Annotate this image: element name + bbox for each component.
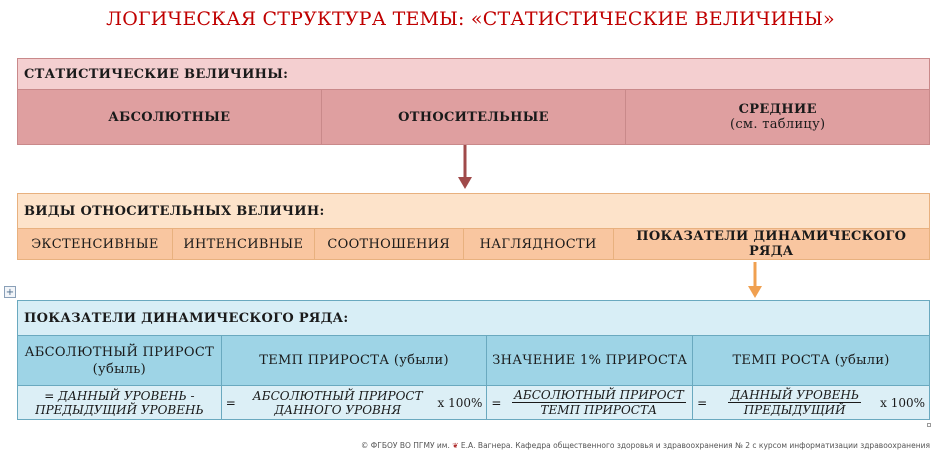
- formula-denominator: ПРЕДЫДУЩИЙ: [743, 403, 846, 417]
- down-arrow-icon: [746, 262, 764, 300]
- formula-numerator: ДАННЫЙ УРОВЕНЬ: [730, 388, 859, 402]
- relative-value-types-header: ВИДЫ ОТНОСИТЕЛЬНЫХ ВЕЛИЧИН:: [18, 194, 930, 229]
- formula-line: ПРЕДЫДУЩИЙ УРОВЕНЬ: [35, 403, 204, 417]
- text-boundary-mark: [927, 423, 931, 427]
- statistical-values-table: [17, 58, 930, 145]
- university-logo-icon: ❦: [452, 441, 459, 450]
- type-label-intensive: ИНТЕНСИВНЫЕ: [183, 236, 304, 252]
- average-values-label: СРЕДНИЕ: [738, 102, 817, 117]
- average-values-cell: [626, 90, 930, 145]
- formula-absolute-growth: [18, 386, 222, 420]
- footer-text-pre: © ФГБОУ ВО ПГМУ им.: [360, 441, 450, 450]
- type-cell-dynamic-series: [613, 229, 929, 260]
- relative-values-cell: [321, 90, 626, 145]
- formula-denominator: ДАННОГО УРОВНЯ: [274, 402, 402, 417]
- table-move-handle-icon[interactable]: +: [5, 287, 15, 298]
- statistical-values-header: СТАТИСТИЧЕСКИЕ ВЕЛИЧИНЫ:: [18, 59, 930, 90]
- dynamic-series-table: [17, 300, 930, 420]
- formula-growth-rate: [221, 386, 487, 420]
- column-growth-rate: [221, 336, 487, 386]
- type-cell-extensive: [18, 229, 173, 260]
- average-values-note: (см. таблицу): [729, 117, 826, 132]
- type-cell-visibility: [463, 229, 613, 260]
- column-label: ЗНАЧЕНИЕ 1% ПРИРОСТА: [492, 353, 688, 368]
- type-label-visibility: НАГЛЯДНОСТИ: [479, 236, 597, 252]
- down-arrow-icon: [456, 145, 474, 191]
- type-label-ratio: СООТНОШЕНИЯ: [327, 236, 451, 252]
- formula-multiplier: х 100%: [437, 395, 483, 410]
- type-label-extensive: ЭКСТЕНСИВНЫЕ: [31, 236, 159, 252]
- footer-text-post: Е.А. Вагнера. Кафедра общественного здоровья и здравоохранения № 2 с курсом информатизации здравоохранения: [460, 441, 930, 450]
- formula-one-percent-value: [487, 386, 693, 420]
- dynamic-series-header: ПОКАЗАТЕЛИ ДИНАМИЧЕСКОГО РЯДА:: [18, 301, 930, 336]
- absolute-values-cell: [18, 90, 322, 145]
- formula-rate-of-increase: [693, 386, 930, 420]
- formula-equals: =: [697, 395, 708, 410]
- column-absolute-growth: [18, 336, 222, 386]
- formula-numerator: АБСОЛЮТНЫЙ ПРИРОСТ: [513, 388, 684, 402]
- formula-multiplier: х 100%: [880, 395, 925, 410]
- relative-values-label: ОТНОСИТЕЛЬНЫЕ: [398, 109, 549, 125]
- type-cell-ratio: [314, 229, 463, 260]
- absolute-values-label: АБСОЛЮТНЫЕ: [108, 109, 231, 125]
- column-label: ТЕМП ПРИРОСТА (убыли): [259, 353, 449, 368]
- type-label-dynamic-series: ПОКАЗАТЕЛИ ДИНАМИЧЕСКОГО РЯДА: [636, 229, 907, 259]
- footer-copyright: [330, 441, 930, 450]
- formula-numerator: АБСОЛЮТНЫЙ ПРИРОСТ: [252, 388, 423, 403]
- formula-equals: =: [491, 395, 502, 410]
- page-title: ЛОГИЧЕСКАЯ СТРУКТУРА ТЕМЫ: «СТАТИСТИЧЕСКИЕ ВЕЛИЧИНЫ»: [106, 8, 835, 30]
- column-label: АБСОЛЮТНЫЙ ПРИРОСТ (убыль): [24, 344, 215, 377]
- column-label: ТЕМП РОСТА (убыли): [732, 353, 890, 368]
- column-rate-of-increase: [693, 336, 930, 386]
- formula-denominator: ТЕМП ПРИРОСТА: [540, 403, 658, 417]
- type-cell-intensive: [172, 229, 314, 260]
- formula-line: = ДАННЫЙ УРОВЕНЬ -: [44, 389, 195, 403]
- formula-equals: =: [225, 395, 236, 410]
- column-one-percent-value: [487, 336, 693, 386]
- relative-value-types-table: [17, 193, 930, 260]
